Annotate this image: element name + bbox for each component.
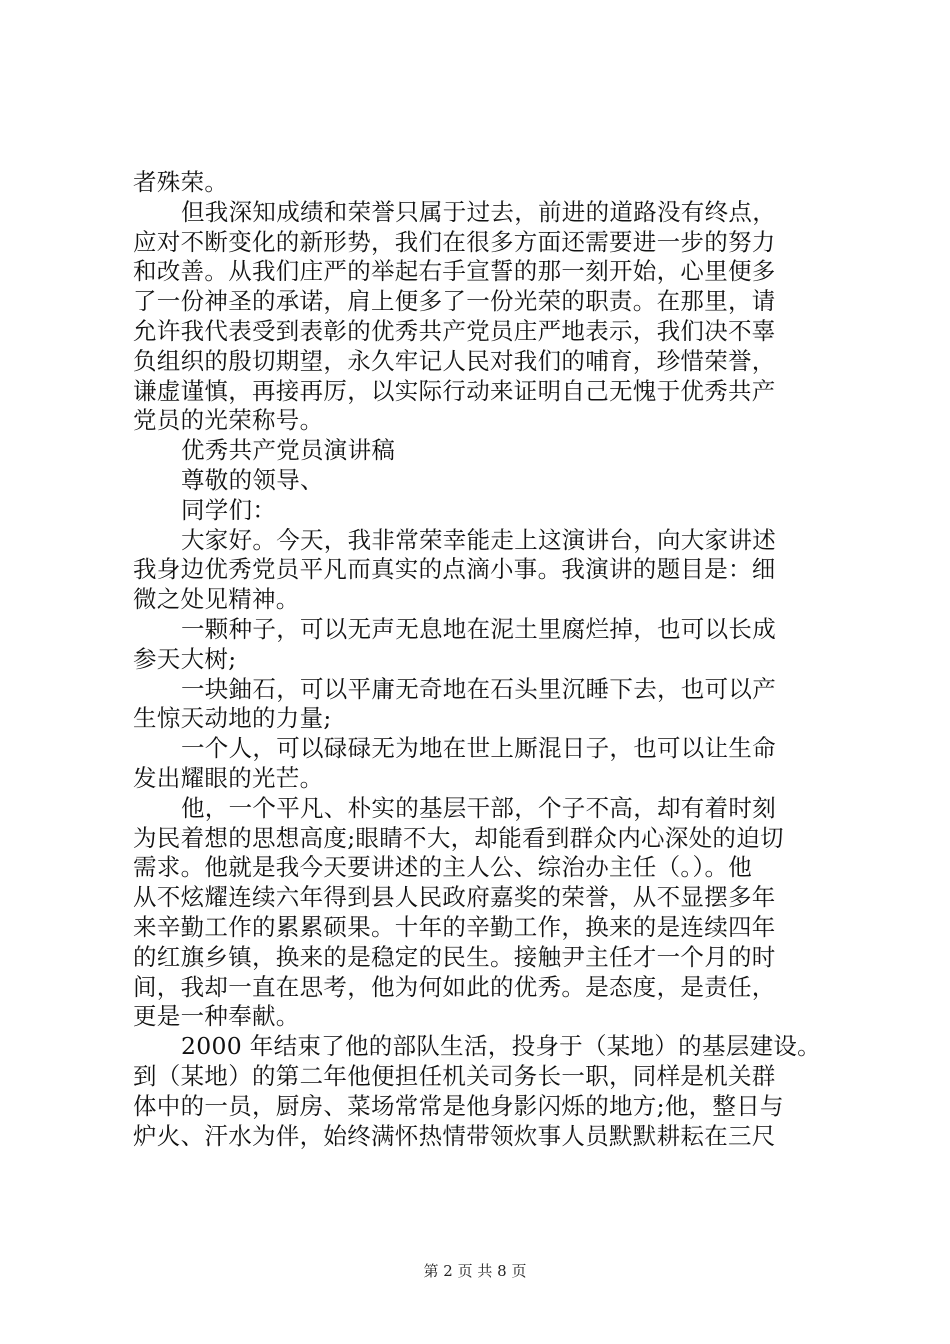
body-line: 间，我却一直在思考，他为何如此的优秀。是态度，是责任， — [133, 972, 776, 1001]
body-line: 炉火、汗水为伴，始终满怀热情带领炊事人员默默耕耘在三尺 — [133, 1121, 776, 1150]
body-line: 生惊天动地的力量; — [133, 704, 332, 733]
body-line: 了一份神圣的承诺，肩上便多了一份光荣的职责。在那里，请 — [133, 287, 776, 316]
body-line: 他，一个平凡、朴实的基层干部，个子不高，却有着时刻 — [181, 793, 776, 822]
body-line: 负组织的殷切期望，永久牢记人民对我们的哺育，珍惜荣誉， — [133, 346, 776, 375]
body-line: 一颗种子，可以无声无息地在泥土里腐烂掉，也可以长成 — [181, 614, 776, 643]
body-line: 发出耀眼的光芒。 — [133, 763, 324, 792]
body-line: 一块鈾石，可以平庸无奇地在石头里沉睡下去，也可以产 — [181, 674, 776, 703]
body-line: 的红旗乡镇，换来的是稳定的民生。接触尹主任才一个月的时 — [133, 942, 776, 971]
body-line: 者殊荣。 — [133, 168, 229, 196]
body-line: 参天大树; — [133, 644, 237, 673]
body-line: 但我深知成绩和荣誉只属于过去，前进的道路没有终点， — [181, 197, 776, 226]
body-line: 一个人，可以碌碌无为地在世上厮混日子，也可以让生命 — [181, 734, 776, 763]
body-line: 和改善。从我们庄严的举起右手宣誓的那一刻开始，心里便多 — [133, 257, 776, 286]
body-line: 应对不断变化的新形势，我们在很多方面还需要进一步的努力 — [133, 227, 776, 256]
body-line: 更是一种奉献。 — [133, 1002, 300, 1031]
body-line: 大家好。今天，我非常荣幸能走上这演讲台，向大家讲述 — [181, 525, 776, 554]
body-line: 从不炫耀连续六年得到县人民政府嘉奖的荣誉，从不显摆多年 — [133, 883, 776, 912]
body-line: 体中的一员，厨房、菜场常常是他身影闪烁的地方;他，整日与 — [133, 1091, 784, 1120]
body-line: 优秀共产党员演讲稿 — [181, 436, 396, 465]
body-line: 来辛勤工作的累累硕果。十年的辛勤工作，换来的是连续四年 — [133, 912, 776, 941]
page-footer: 第 2 页 共 8 页 — [423, 1262, 527, 1280]
body-line: 我身边优秀党员平凡而真实的点滴小事。我演讲的题目是：细 — [133, 555, 776, 584]
body-line: 允许我代表受到表彰的优秀共产党员庄严地表示，我们决不辜 — [133, 316, 776, 345]
body-line: 到（某地）的第二年他便担任机关司务长一职，同样是机关群 — [133, 1061, 776, 1090]
body-line: 需求。他就是我今天要讲述的主人公、综治办主任（。）。他 — [133, 853, 753, 882]
body-line: 2000 年结束了他的部队生活，投身于（某地）的基层建设。 — [181, 1032, 821, 1061]
document-body — [133, 168, 833, 1151]
body-line: 微之处见精神。 — [133, 585, 300, 614]
body-line: 尊敬的领导、 — [181, 465, 324, 494]
body-line: 为民着想的思想高度;眼睛不大，却能看到群众内心深处的迫切 — [133, 823, 784, 852]
body-line: 同学们： — [181, 495, 277, 524]
body-line: 谦虚谨慎，再接再厉，以实际行动来证明自己无愧于优秀共产 — [133, 376, 776, 405]
body-line: 党员的光荣称号。 — [133, 406, 324, 435]
